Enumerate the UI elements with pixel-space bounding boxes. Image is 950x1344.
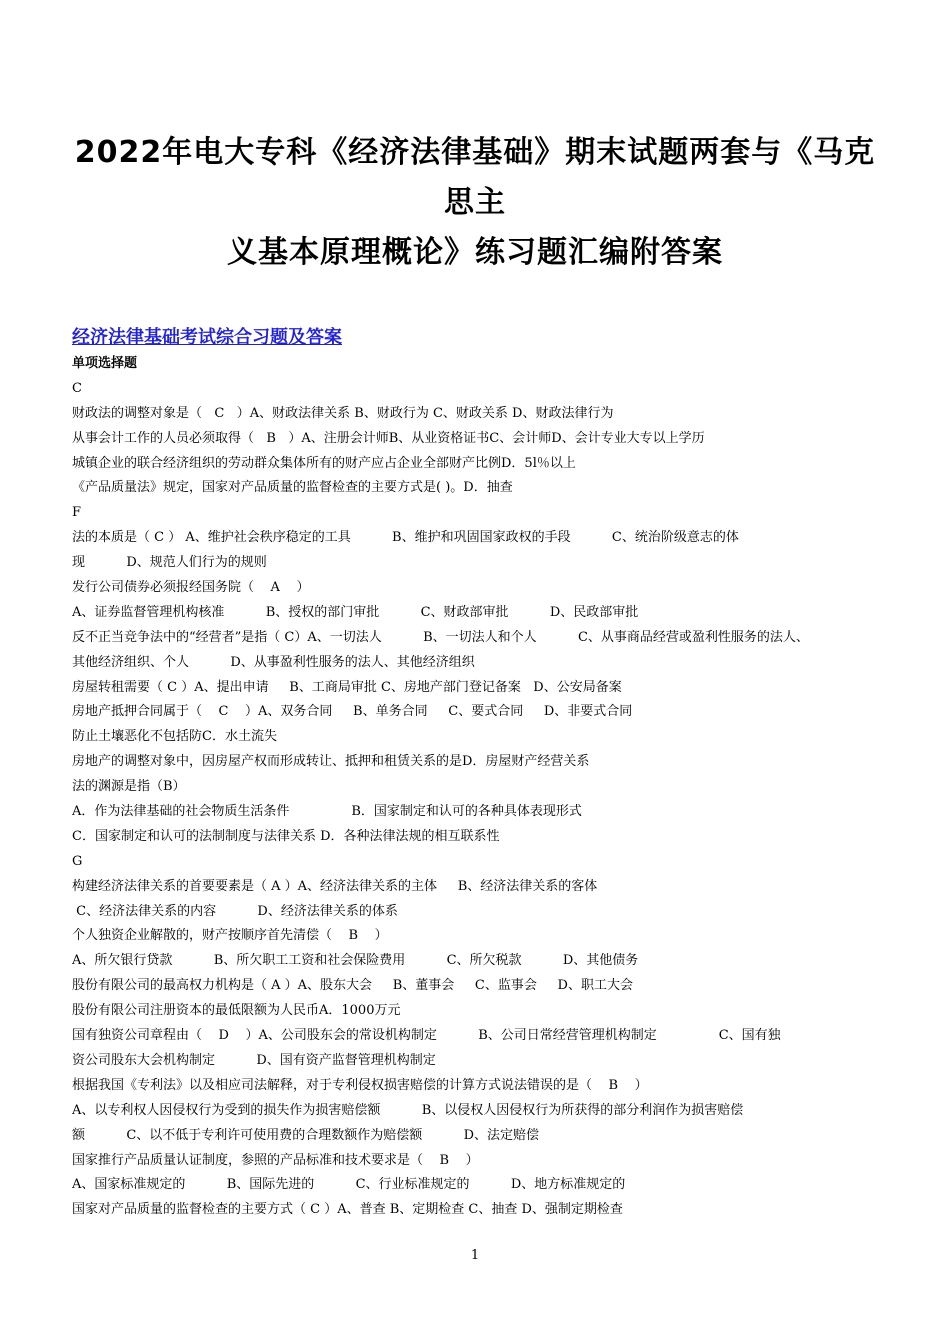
question-line: 资公司股东大会机构制定 D、国有资产监督管理机构制定	[72, 1052, 436, 1068]
question-line: 股份有限公司的最高权力机构是（ A ）A、股东大会 B、董事会 C、监事会 D、职工大会	[72, 978, 633, 994]
question-line: 根据我国《专利法》以及相应司法解释，对于专利侵权损害赔偿的计算方式说法错误的是（ B ）	[72, 1077, 648, 1093]
page-number: 1	[470, 1248, 480, 1263]
document-body	[72, 352, 872, 1223]
question-line: 国有独资公司章程由（ D ）A、公司股东会的常设机构制定 B、公司日常经营管理机构制定 C、国有独	[72, 1028, 781, 1044]
question-line: 房地产的调整对象中，因房屋产权而形成转让、抵押和租赁关系的是D．房屋财产经营关系	[72, 754, 590, 770]
question-line: A、证券监督管理机构核准 B、授权的部门审批 C、财政部审批 D、民政部审批	[72, 604, 639, 620]
question-line: 构建经济法律关系的首要要素是（ A ）A、经济法律关系的主体 B、经济法律关系的客体	[72, 878, 598, 894]
question-line: 从事会计工作的人员必须取得（ B ）A、注册会计师B、从业资格证书C、会计师D、会计专业大专以上学历	[72, 430, 705, 446]
question-line: 法的本质是（ C ） A、维护社会秩序稳定的工具 B、维护和巩固国家政权的手段 C、统治阶级意志的体	[72, 530, 739, 546]
section-subheading: 单项选择题	[72, 356, 138, 371]
section-heading-link[interactable]: 经济法律基础考试综合习题及答案	[72, 327, 342, 348]
index-letter: F	[72, 505, 82, 521]
title-line-1: 2022年电大专科《经济法律基础》期末试题两套与《马克思主	[74, 135, 876, 220]
question-line: 发行公司债券必须报经国务院（ A ）	[72, 580, 310, 596]
question-line: 城镇企业的联合经济组织的劳动群众集体所有的财产应占企业全部财产比例D．5l％以上	[72, 455, 576, 471]
document-title	[60, 128, 890, 278]
question-line: 反不正当竞争法中的“经营者”是指（ C）A、一切法人 B、一切法人和个人 C、从事商品经营或盈利性服务的法人、	[72, 629, 809, 645]
question-line: A、所欠银行贷款 B、所欠职工工资和社会保险费用 C、所欠税款 D、其他债务	[72, 953, 639, 969]
title-line-2: 义基本原理概论》练习题汇编附答案	[227, 235, 723, 270]
question-line: 《产品质量法》规定，国家对产品质量的监督检查的主要方式是( )。D．抽查	[72, 480, 513, 496]
question-line: 现 D、规范人们行为的规则	[72, 555, 267, 571]
question-line: 股份有限公司注册资本的最低限额为人民币A．1000万元	[72, 1003, 401, 1019]
question-line: 其他经济组织、个人 D、从事盈利性服务的法人、其他经济组织	[72, 654, 475, 670]
question-line: 房地产抵押合同属于（ C ）A、双务合同 B、单务合同 C、要式合同 D、非要式合同	[72, 704, 633, 720]
index-letter: G	[72, 853, 83, 869]
question-line: C、经济法律关系的内容 D、经济法律关系的体系	[72, 903, 398, 919]
question-line: A、以专利权人因侵权行为受到的损失作为损害赔偿额 B、以侵权人因侵权行为所获得的部分利润作为损害赔偿	[72, 1102, 744, 1118]
question-line: 额 C、以不低于专利许可使用费的合理数额作为赔偿额 D、法定赔偿	[72, 1127, 540, 1143]
index-letter: C	[72, 380, 82, 396]
question-line: 法的渊源是指（B）	[72, 779, 186, 795]
question-line: A、国家标准规定的 B、国际先进的 C、行业标准规定的 D、地方标准规定的	[72, 1177, 626, 1193]
question-line: 国家对产品质量的监督检查的主要方式（ C ）A、普查 B、定期检查 C、抽查 D、强制定期检查	[72, 1202, 623, 1218]
question-line: 财政法的调整对象是（ C ）A、财政法律关系 B、财政行为 C、财政关系 D、财政法律行为	[72, 405, 614, 421]
question-line: A．作为法律基础的社会物质生活条件 B．国家制定和认可的各种具体表现形式	[72, 804, 582, 820]
question-line: 国家推行产品质量认证制度，参照的产品标准和技术要求是（ B ）	[72, 1152, 479, 1168]
question-line: 防止土壤恶化不包括防C．水土流失	[72, 729, 277, 745]
question-line: 个人独资企业解散的，财产按顺序首先清偿（ B ）	[72, 928, 388, 944]
question-line: 房屋转租需要（ C ）A、提出申请 B、工商局审批 C、房地产部门登记备案 D、公安局备案	[72, 679, 622, 695]
question-line: C．国家制定和认可的法制制度与法律关系 D．各种法律法规的相互联系性	[72, 828, 500, 844]
